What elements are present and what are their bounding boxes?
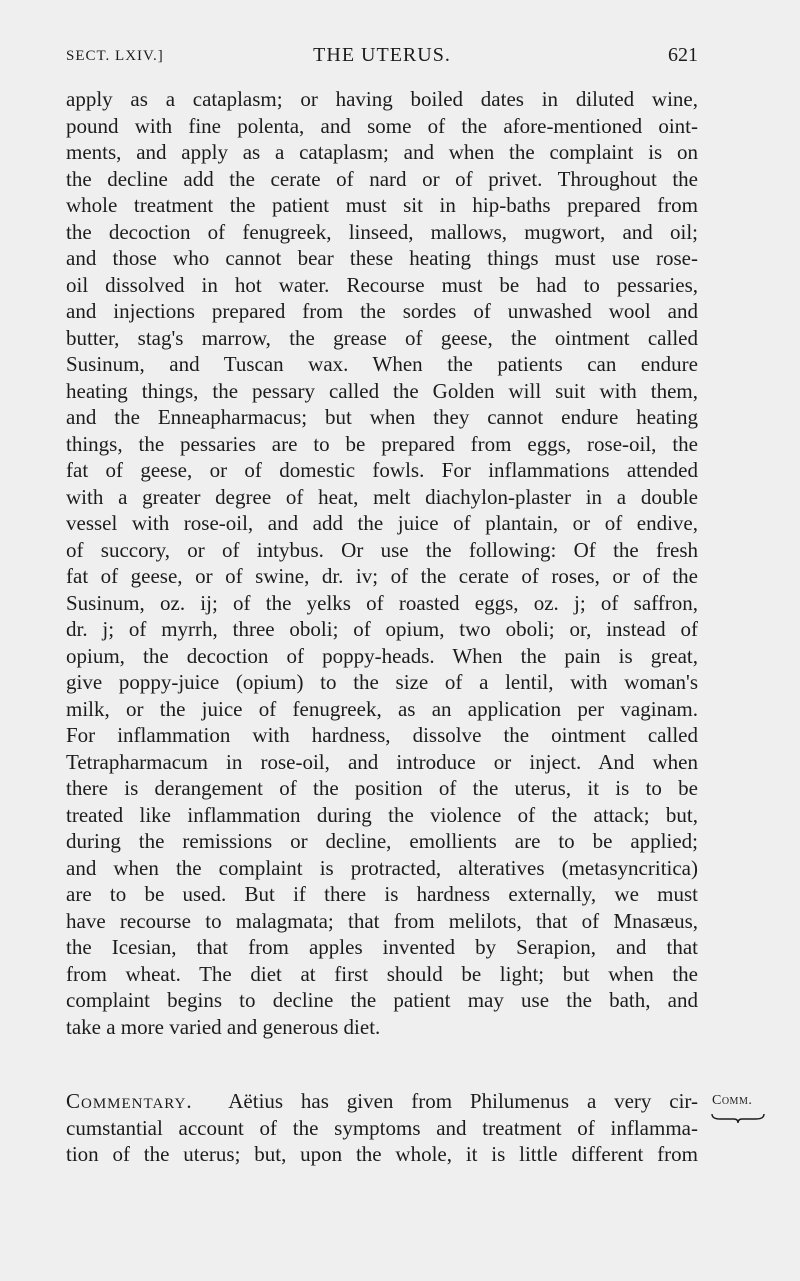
text-line: there is derangement of the position of the uterus, it is to be [66,776,698,800]
text-line: the Icesian, that from apples invented by Serapion, and that [66,935,698,959]
main-text-block [66,86,698,1040]
section-marker: SECT. LXIV.] [66,48,164,64]
commentary-block [66,1088,698,1168]
commentary-first-text: Aëtius has given from Philumenus a very cir- [228,1089,698,1113]
running-head [66,44,698,72]
text-line: of succory, or of intybus. Or use the following: Of the fresh [66,537,698,562]
margin-note: Comm. [712,1093,753,1108]
text-line: things, the pessaries are to be prepared from eggs, rose-oil, the [66,431,698,456]
text-line: give poppy-juice (opium) to the size of a lentil, with woman's [66,670,698,694]
text-line: the decline add the cerate of nard or of privet. Throughout the [66,166,698,191]
text-line: ments, and apply as a cataplasm; and when the complaint is on [66,140,698,164]
commentary-line: tion of the uterus; but, upon the whole, it is little different from [66,1142,698,1166]
commentary-label: Commentary. [66,1089,193,1113]
page-number: 621 [668,44,698,66]
text-line: Tetrapharmacum in rose-oil, and introduce or inject. And when [66,749,698,774]
text-line: Susinum, oz. ij; of the yelks of roasted eggs, oz. j; of saffron, [66,590,698,615]
text-line: butter, stag's marrow, the grease of geese, the ointment called [66,325,698,350]
text-line: are to be used. But if there is hardness externally, we must [66,882,698,906]
text-line: complaint begins to decline the patient may use the bath, and [66,988,698,1012]
text-line: apply as a cataplasm; or having boiled dates in diluted wine, [66,87,698,111]
text-line: opium, the decoction of poppy-heads. When the pain is great, [66,643,698,668]
text-line: heating things, the pessary called the Golden will suit with them, [66,378,698,403]
text-line: and those who cannot bear these heating things must use rose- [66,246,698,270]
commentary-first-line [66,1088,698,1115]
commentary-line: cumstantial account of the symptoms and treatment of inflamma- [66,1115,698,1140]
text-line: and when the complaint is protracted, alteratives (metasyncritica) [66,855,698,880]
text-line: fat of geese, or of domestic fowls. For inflammations attended [66,458,698,482]
text-line: with a greater degree of heat, melt diachylon-plaster in a double [66,484,698,509]
text-line: vessel with rose-oil, and add the juice of plantain, or of endive, [66,511,698,535]
brace-icon [710,1112,766,1124]
text-line: dr. j; of myrrh, three oboli; of opium, two oboli; or, instead of [66,617,698,641]
text-line: and injections prepared from the sordes of unwashed wool and [66,299,698,323]
text-line: For inflammation with hardness, dissolve the ointment called [66,723,698,747]
text-line: fat of geese, or of swine, dr. iv; of the cerate of roses, or of the [66,564,698,588]
text-line: pound with fine polenta, and some of the afore-mentioned oint- [66,113,698,138]
text-line: and the Enneapharmacus; but when they cannot endure heating [66,405,698,429]
text-line: Susinum, and Tuscan wax. When the patients can endure [66,352,698,376]
text-line: milk, or the juice of fenugreek, as an application per vaginam. [66,696,698,721]
text-line: during the remissions or decline, emollients are to be applied; [66,829,698,853]
text-line: oil dissolved in hot water. Recourse must be had to pessaries, [66,272,698,297]
text-line: the decoction of fenugreek, linseed, mallows, mugwort, and oil; [66,219,698,244]
text-line: from wheat. The diet at first should be light; but when the [66,961,698,986]
chapter-title: THE UTERUS. [313,44,451,66]
text-line-last: take a more varied and generous diet. [66,1014,381,1039]
text-line: have recourse to malagmata; that from melilots, that of Mnasæus, [66,908,698,933]
text-line: treated like inflammation during the violence of the attack; but, [66,802,698,827]
text-line: whole treatment the patient must sit in hip-baths prepared from [66,193,698,217]
